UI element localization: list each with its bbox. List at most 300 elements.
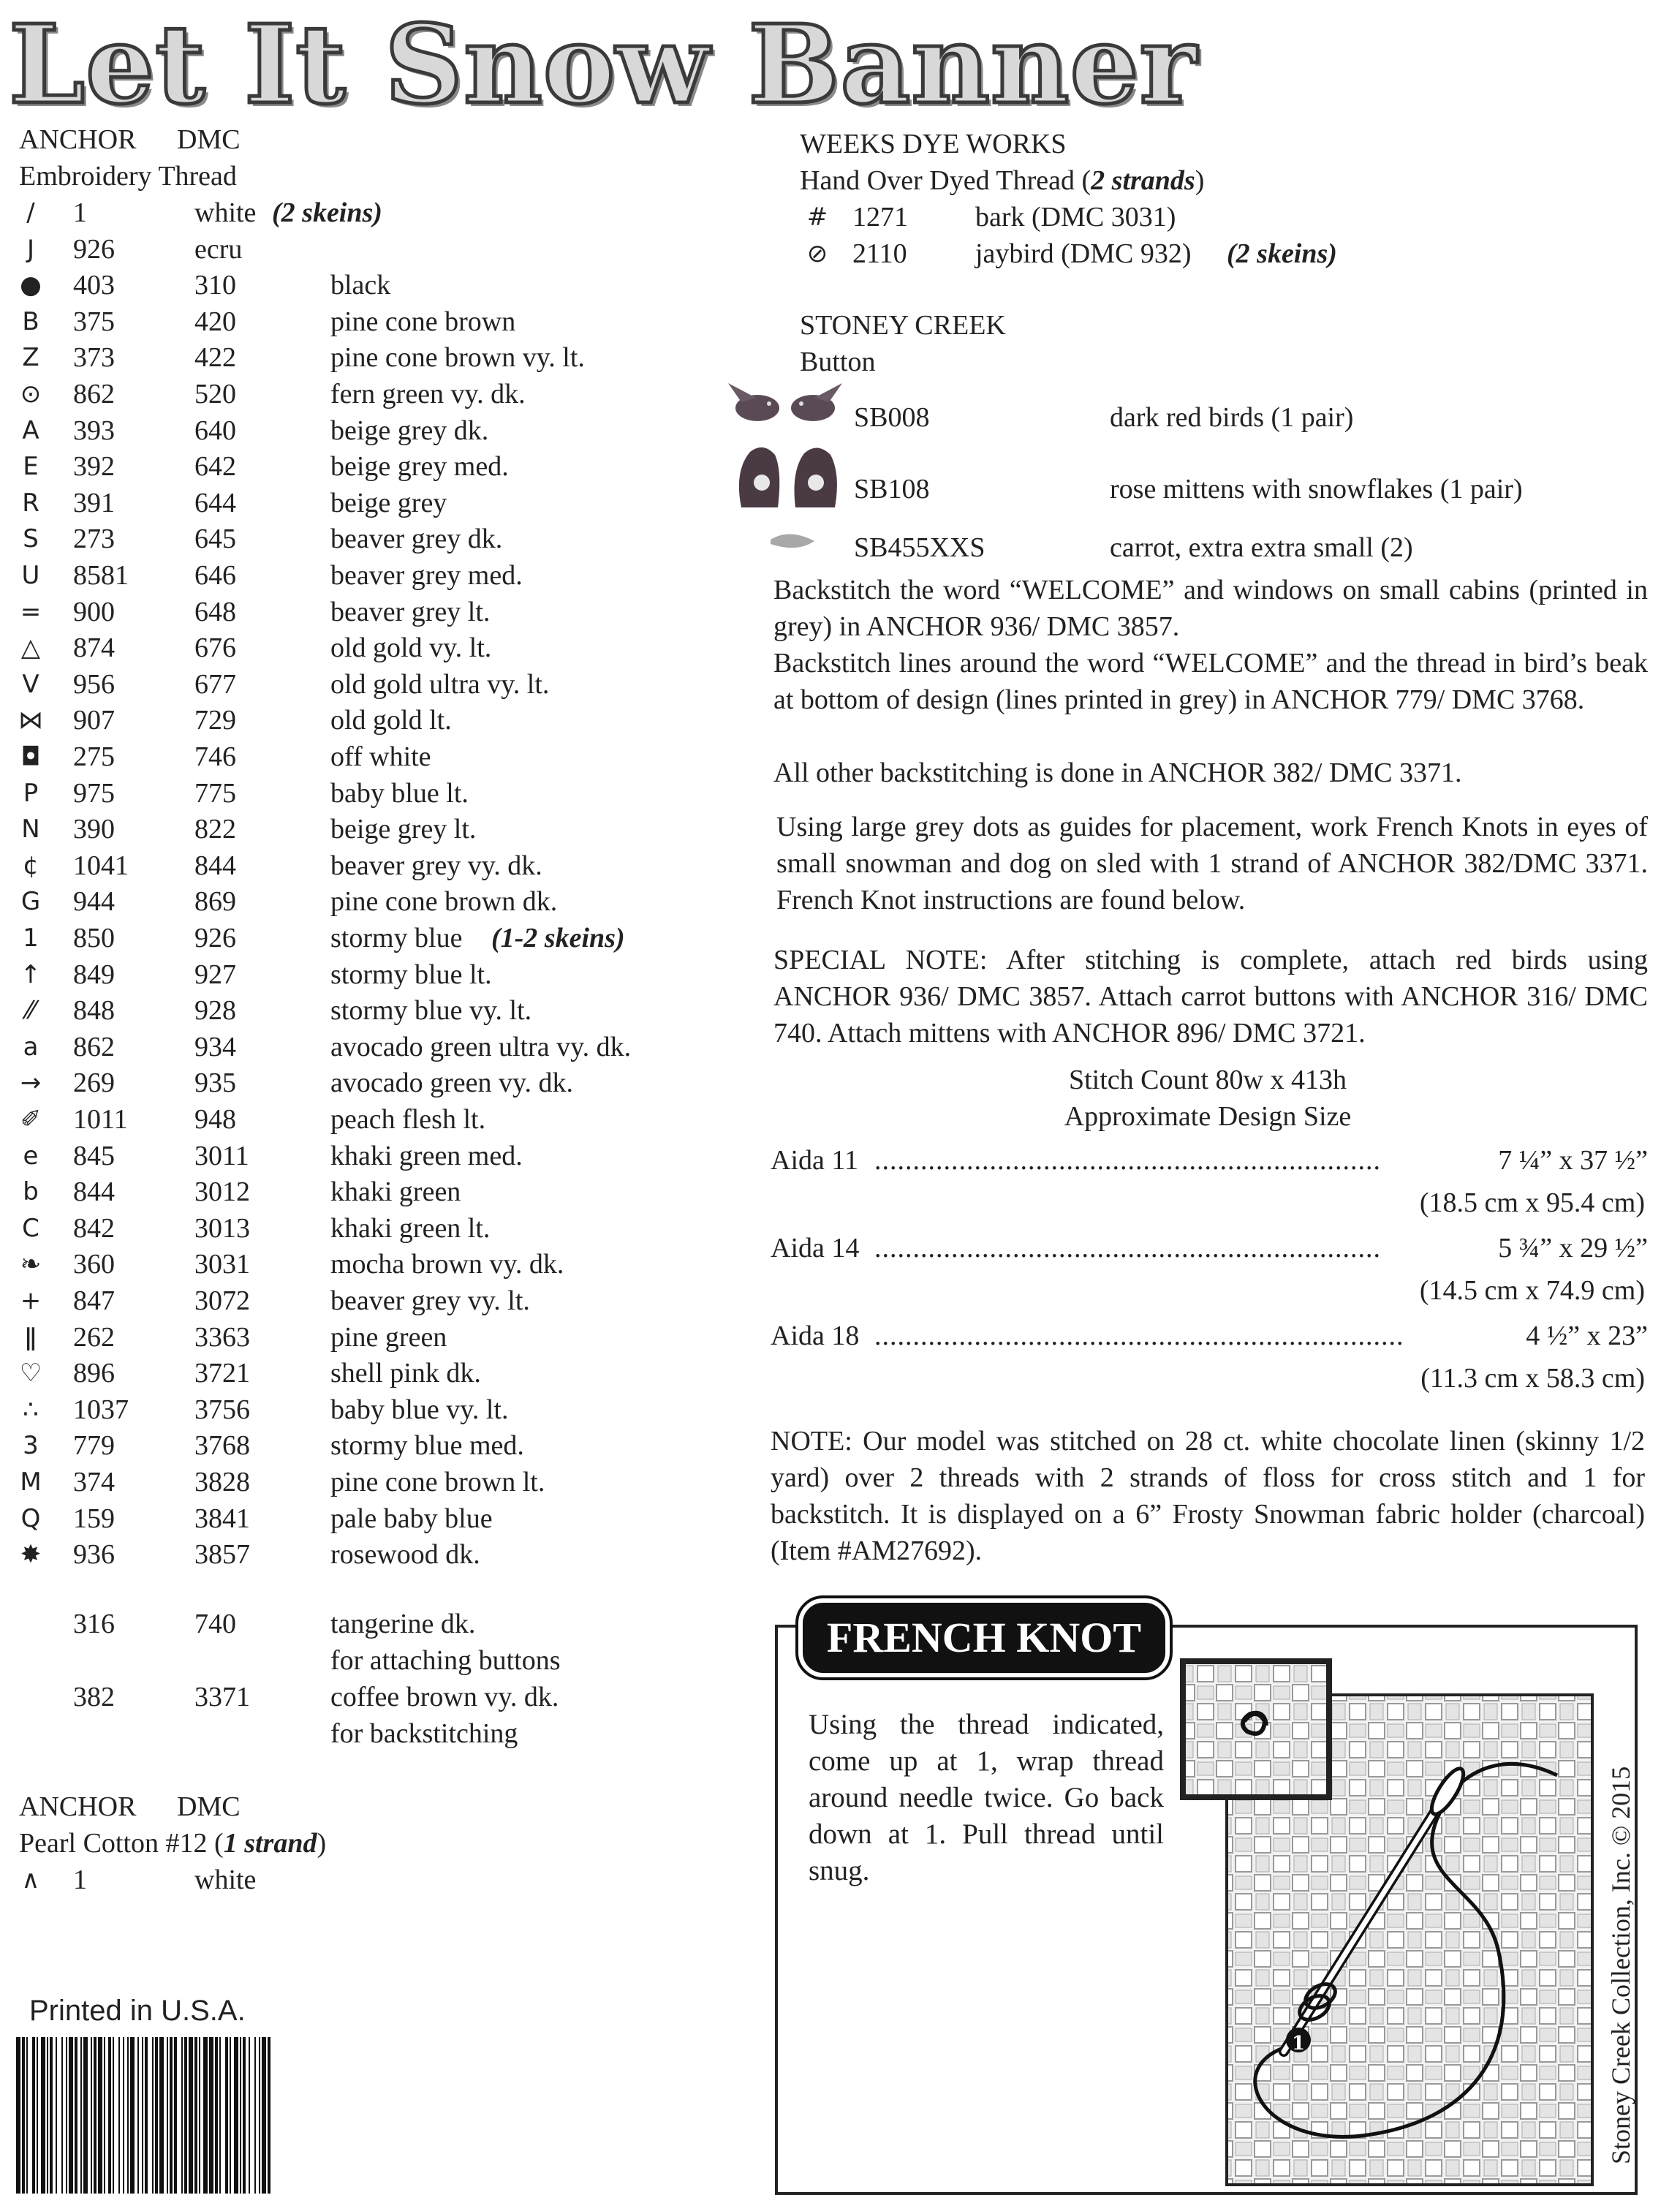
thread-row: [0, 1101, 731, 1138]
thread-symbol: 1: [23, 923, 39, 953]
color-name: old gold ultra vy. lt.: [330, 668, 550, 700]
thread-row: [0, 920, 731, 956]
size-row: [771, 1142, 1648, 1179]
thread-row: [0, 1282, 731, 1319]
barcode-bar: [127, 2037, 129, 2194]
thread-row: [0, 702, 731, 738]
barcode-bar: [37, 2037, 38, 2194]
barcode-bar: [254, 2037, 256, 2194]
color-name: beige grey: [330, 487, 447, 518]
instructions-para-4: Using large grey dots as guides for placement, work French Knots in eyes of small snowman and dog on sled with 1 strand of ANCHOR 382/DMC 3371. French Knot instructions are found below.: [776, 812, 1648, 915]
barcode-bar: [137, 2037, 139, 2194]
thread-symbol: ◘: [20, 742, 41, 771]
barcode-bar: [234, 2037, 238, 2194]
anchor-number: 1011: [73, 1104, 128, 1135]
barcode-bar: [199, 2037, 200, 2194]
dmc-number: 928: [194, 995, 236, 1027]
dmc-number: white: [194, 197, 257, 228]
dmc-number: 729: [194, 705, 236, 736]
thread-symbol: ❧: [20, 1250, 42, 1280]
barcode-bar: [91, 2037, 92, 2194]
thread-row: [0, 1138, 731, 1174]
thread-row: [0, 883, 731, 920]
dmc-number: 310: [194, 270, 236, 301]
anchor-number: 262: [73, 1321, 115, 1353]
thread-row: [0, 1391, 731, 1428]
pearl-heading-em: 1 strand: [223, 1828, 317, 1859]
barcode-bar: [194, 2037, 197, 2194]
color-name: khaki green med.: [330, 1140, 523, 1171]
anchor-number: 844: [73, 1176, 115, 1208]
color-name: tangerine dk.: [330, 1609, 476, 1639]
anchor-number: 275: [73, 741, 115, 772]
barcode-bar: [225, 2037, 228, 2194]
color-name: khaki green: [330, 1176, 461, 1208]
dmc-number: 3031: [194, 1249, 250, 1280]
barcode-bar: [83, 2037, 88, 2194]
thread-symbol: M: [20, 1467, 42, 1497]
color-name: stormy blue med.: [330, 1430, 524, 1462]
button-desc: dark red birds (1 pair): [1110, 402, 1354, 433]
thread-symbol: +: [20, 1286, 42, 1315]
barcode-bar: [80, 2037, 82, 2194]
weeks-title: WEEKS DYE WORKS: [800, 129, 1067, 159]
barcode-bar: [243, 2037, 246, 2194]
dmc-label: DMC: [177, 1791, 241, 1822]
barcode-bar: [268, 2037, 270, 2194]
size-row: [771, 1318, 1648, 1354]
thread-row: [0, 521, 731, 557]
barcode-bar: [32, 2037, 35, 2194]
anchor-number: 1041: [73, 850, 129, 881]
anchor-header-1: [19, 121, 241, 158]
anchor-number: 392: [73, 451, 115, 483]
size-list: [771, 1142, 1648, 1405]
color-name: beaver grey vy. lt.: [330, 1285, 530, 1316]
thread-row: [0, 194, 731, 231]
french-knot-diagram: [1177, 1645, 1601, 2186]
purpose-text: for backstitching: [330, 1718, 518, 1749]
barcode-bar: [104, 2037, 105, 2194]
anchor-number: 975: [73, 777, 115, 809]
anchor-number: 842: [73, 1212, 115, 1244]
symbol: #: [806, 203, 828, 232]
dmc-number: 926: [194, 923, 236, 953]
dmc-number: 3756: [194, 1394, 250, 1425]
color-name: avocado green ultra vy. dk.: [330, 1031, 632, 1062]
leader-dots: .....................................................................: [874, 1321, 1404, 1351]
anchor-label: ANCHOR: [19, 1791, 137, 1822]
anchor-number: 874: [73, 632, 115, 664]
skein-note: (2 skeins): [272, 197, 382, 228]
thread-symbol: A: [22, 415, 39, 445]
skein-note: (1-2 skeins): [491, 923, 625, 953]
anchor-number: 373: [73, 342, 115, 374]
thread-symbol: ♡: [19, 1359, 42, 1389]
thread-symbol: ✐: [20, 1105, 42, 1134]
anchor-label: ANCHOR: [19, 124, 137, 155]
page-title: Let It Snow Banner: [9, 1, 1197, 128]
thread-list: [0, 194, 731, 1584]
anchor-number: 273: [73, 524, 115, 555]
stitch-count: Stitch Count 80w x 413h: [1068, 1065, 1347, 1095]
anchor-number: 907: [73, 705, 115, 736]
knot-detail-inset: [1183, 1661, 1329, 1797]
dmc-number: 646: [194, 560, 236, 591]
color-name: pine cone brown lt.: [330, 1467, 545, 1497]
pearl-heading-text: Pearl Cotton #12 (: [19, 1828, 224, 1859]
design-size-heading: Approximate Design Size: [1064, 1101, 1352, 1132]
thread-number: 2110: [852, 238, 907, 269]
thread-row: [0, 738, 731, 775]
thread-name: jaybird (DMC 932): [975, 238, 1192, 269]
barcode-bar: [113, 2037, 114, 2194]
size-metric-row: [771, 1272, 1648, 1309]
thread-row: [0, 557, 731, 594]
barcode-bar: [174, 2037, 177, 2194]
color-name: old gold lt.: [330, 705, 452, 736]
thread-symbol: Q: [20, 1503, 41, 1533]
anchor-number: 847: [73, 1285, 115, 1316]
anchor-number: 390: [73, 814, 115, 845]
thread-symbol: ⁄⁄: [26, 996, 35, 1026]
thread-row: [0, 594, 731, 630]
size-row: [771, 1230, 1648, 1266]
special-note: SPECIAL NOTE: After stitching is complete, attach red birds using ANCHOR 936/ DMC 3857. Attach carrot buttons with ANCHOR 316/ DMC 740. Attach mittens with ANCHOR 896/ DMC 3721.: [773, 945, 1648, 1049]
color-name: coffee brown vy. dk.: [330, 1682, 559, 1712]
french-knot-title: FRENCH KNOT: [798, 1598, 1170, 1677]
color-name: peach flesh lt.: [330, 1104, 486, 1135]
thread-row: [0, 1065, 731, 1101]
anchor-number: 1037: [73, 1394, 129, 1425]
size-metric-row: [771, 1360, 1648, 1397]
size-metric: (18.5 cm x 95.4 cm): [1419, 1187, 1645, 1218]
size-label: Aida 11: [771, 1145, 858, 1176]
french-knot-instructions: Using the thread indicated, come up at 1, wrap thread around needle twice. Go back down at 1. Pull thread until snug.: [809, 1709, 1164, 1886]
dmc-number: 3828: [194, 1467, 250, 1497]
thread-row: [0, 847, 731, 884]
color-name: beige grey med.: [330, 451, 509, 483]
barcode-bar: [118, 2037, 120, 2194]
stoney-title: STONEY CREEK: [800, 310, 1006, 341]
thread-symbol: ✸: [20, 1540, 42, 1570]
anchor-number: 159: [73, 1503, 115, 1534]
printed-in-usa: Printed in U.S.A.: [29, 1995, 246, 2027]
barcode-bar: [167, 2037, 168, 2194]
barcode-bar: [123, 2037, 124, 2194]
stoney-sub: Button: [800, 347, 876, 377]
barcode-bar: [66, 2037, 67, 2194]
instructions-para-2: Backstitch lines around the word “WELCOME” and the thread in bird’s beak at bottom of design (lines printed in grey) in ANCHOR 779/ DMC 3768.: [773, 648, 1648, 715]
color-name: khaki green lt.: [330, 1212, 491, 1244]
size-value: 5 ¾” x 29 ½”: [1495, 1230, 1648, 1266]
color-name: stormy blue: [330, 923, 463, 953]
anchor-number: 360: [73, 1249, 115, 1280]
barcode-bar: [16, 2037, 20, 2194]
thread-symbol: 3: [23, 1431, 39, 1461]
anchor-number: 845: [73, 1140, 115, 1171]
barcode-bar: [259, 2037, 260, 2194]
barcode: [13, 2037, 273, 2194]
thread-symbol: ǁ: [24, 1322, 37, 1352]
weeks-sub-text: Hand Over Dyed Thread (: [800, 165, 1091, 196]
thread-row: [0, 267, 731, 303]
color-name: pine cone brown: [330, 306, 516, 337]
barcode-bar: [142, 2037, 143, 2194]
dmc-number: 740: [194, 1609, 236, 1639]
size-value: 7 ¼” x 37 ½”: [1495, 1142, 1648, 1179]
pearl-row: [0, 1862, 658, 1898]
thread-row: [0, 1427, 731, 1464]
dmc-number: 746: [194, 741, 236, 772]
color-name: beaver grey dk.: [330, 524, 503, 555]
size-value: 4 ½” x 23”: [1523, 1318, 1648, 1354]
dmc-number: 676: [194, 632, 236, 664]
dmc-number: 677: [194, 668, 236, 700]
anchor-number: 382: [73, 1682, 115, 1712]
thread-row: [0, 231, 731, 268]
thread-symbol: ↑: [20, 959, 42, 989]
anchor-number: 862: [73, 1031, 115, 1062]
barcode-bar: [209, 2037, 213, 2194]
color-name: stormy blue vy. lt.: [330, 995, 532, 1027]
thread-symbol: →: [20, 1068, 42, 1098]
barcode-bar: [56, 2037, 57, 2194]
color-name: shell pink dk.: [330, 1358, 481, 1389]
dmc-number: 948: [194, 1104, 236, 1135]
thread-symbol: R: [22, 488, 39, 518]
thread-row: [0, 666, 731, 703]
embroidery-heading: Embroidery Thread: [19, 161, 237, 192]
dmc-number: 520: [194, 379, 236, 409]
anchor-number: 403: [73, 270, 115, 301]
extra-thread-purpose: [0, 1715, 731, 1752]
dmc-number: 822: [194, 814, 236, 845]
barcode-bar: [130, 2037, 135, 2194]
anchor-number: 849: [73, 959, 115, 990]
anchor-number: 391: [73, 487, 115, 518]
barcode-bar: [203, 2037, 208, 2194]
barcode-bar: [61, 2037, 63, 2194]
anchor-number: 944: [73, 886, 115, 918]
thread-symbol: C: [22, 1213, 39, 1243]
size-metric: (11.3 cm x 58.3 cm): [1420, 1363, 1645, 1394]
thread-symbol: J: [26, 234, 35, 264]
symbol: ∧: [21, 1865, 40, 1894]
anchor-number: 269: [73, 1068, 115, 1099]
barcode-bar: [189, 2037, 193, 2194]
size-metric: (14.5 cm x 74.9 cm): [1419, 1275, 1645, 1306]
button-row: [782, 471, 1586, 507]
dmc-number: 3721: [194, 1358, 250, 1389]
barcode-bar: [22, 2037, 25, 2194]
color-name: avocado green vy. dk.: [330, 1068, 574, 1099]
thread-row: [0, 775, 731, 812]
model-note: NOTE: Our model was stitched on 28 ct. white chocolate linen (skinny 1/2 yard) over 2 threads with 2 strands of floss for cross stitch and 1 for backstitch. It is displayed on a 6” Frosty Snowman fabric holder (charcoal) (Item #AM27692).: [771, 1426, 1645, 1566]
dmc-number: 3013: [194, 1212, 250, 1244]
dmc-number: 934: [194, 1031, 236, 1062]
color-name: pale baby blue: [330, 1503, 493, 1534]
thread-row: [0, 992, 731, 1029]
button-row: [782, 529, 1586, 566]
thread-symbol: ∴: [23, 1394, 39, 1424]
dmc-label: DMC: [177, 124, 241, 155]
anchor-number: 316: [73, 1609, 115, 1639]
thread-symbol: P: [23, 778, 39, 808]
anchor-number: 956: [73, 668, 115, 700]
thread-row: [0, 1355, 731, 1391]
thread-row: [0, 303, 731, 340]
dmc-number: 775: [194, 777, 236, 809]
thread-symbol: e: [23, 1141, 39, 1171]
anchor-number: 1: [73, 1865, 87, 1895]
anchor-number: 848: [73, 995, 115, 1027]
weeks-row: [782, 235, 1586, 272]
instructions-para-1: Backstitch the word “WELCOME” and windows on small cabins (printed in grey) in ANCHOR 936/ DMC 3857.: [773, 575, 1648, 642]
thread-row: [0, 1029, 731, 1065]
dmc-number: 645: [194, 524, 236, 555]
thread-row: [0, 956, 731, 993]
barcode-bar: [181, 2037, 183, 2194]
thread-symbol: B: [22, 306, 39, 336]
button-desc: carrot, extra extra small (2): [1110, 532, 1413, 563]
thread-row: [0, 485, 731, 521]
anchor-number: 1: [73, 197, 87, 228]
thread-row: [0, 1464, 731, 1500]
barcode-bar: [249, 2037, 250, 2194]
barcode-bar: [75, 2037, 77, 2194]
pearl-heading-end: ): [317, 1828, 327, 1859]
color-name: beige grey dk.: [330, 415, 489, 446]
barcode-bar: [94, 2037, 97, 2194]
color-name: pine cone brown vy. lt.: [330, 342, 585, 374]
barcode-bar: [230, 2037, 231, 2194]
dmc-number: 935: [194, 1068, 236, 1099]
dmc-number: 3072: [194, 1285, 250, 1316]
barcode-bar: [262, 2037, 266, 2194]
dmc-number: 3857: [194, 1539, 250, 1571]
barcode-bar: [41, 2037, 45, 2194]
color-name: old gold vy. lt.: [330, 632, 492, 664]
thread-row: [0, 1246, 731, 1282]
color-name: baby blue lt.: [330, 777, 469, 809]
thread-symbol: N: [21, 815, 40, 845]
button-row: [782, 399, 1586, 436]
dmc-number: ecru: [194, 233, 243, 265]
symbol: ⊘: [806, 239, 828, 268]
anchor-number: 8581: [73, 560, 129, 591]
anchor-number: 936: [73, 1539, 115, 1571]
anchor-number: 862: [73, 379, 115, 409]
thread-row: [0, 376, 731, 412]
point-marker-label: 1: [1291, 2033, 1306, 2055]
thread-symbol: △: [20, 633, 41, 663]
leader-dots: ..................................................................: [874, 1233, 1381, 1263]
dmc-number: 3012: [194, 1176, 250, 1208]
dmc-number: 648: [194, 596, 236, 627]
weeks-row: [782, 199, 1586, 235]
thread-row: [0, 1319, 731, 1356]
color-name: off white: [330, 741, 431, 772]
color-name: stormy blue lt.: [330, 959, 492, 990]
barcode-bar: [152, 2037, 154, 2194]
barcode-bar: [240, 2037, 241, 2194]
thread-symbol: =: [20, 597, 42, 627]
size-label: Aida 14: [771, 1233, 860, 1263]
dmc-number: 644: [194, 487, 236, 518]
barcode-bar: [184, 2037, 187, 2194]
dmc-number: 420: [194, 306, 236, 337]
thread-symbol: a: [23, 1032, 39, 1062]
extra-thread-row: [0, 1679, 731, 1715]
extra-thread-list: [0, 1606, 731, 1767]
thread-symbol: ⋈: [18, 706, 43, 736]
thread-symbol: V: [22, 669, 39, 699]
barcode-bar: [47, 2037, 48, 2194]
color-name: pine green: [330, 1321, 447, 1353]
anchor-header-2: [19, 1788, 241, 1825]
dmc-number: white: [194, 1865, 257, 1895]
thread-symbol: E: [23, 452, 39, 482]
anchor-number: 375: [73, 306, 115, 337]
thread-note-text: (2 skeins): [1227, 238, 1337, 269]
extra-thread-row: [0, 1606, 731, 1642]
thread-symbol: ⊙: [20, 379, 42, 409]
barcode-bar: [98, 2037, 102, 2194]
anchor-number: 850: [73, 923, 115, 953]
dmc-number: 640: [194, 415, 236, 446]
dmc-number: 3363: [194, 1321, 250, 1353]
color-name: beaver grey med.: [330, 560, 523, 591]
button-code: SB008: [854, 402, 930, 433]
weeks-sub: [800, 162, 1204, 199]
color-name: mocha brown vy. dk.: [330, 1249, 564, 1280]
thread-row: [0, 1174, 731, 1210]
thread-symbol: S: [23, 524, 39, 554]
thread-note: [1227, 235, 1337, 272]
thread-row: [0, 1536, 731, 1573]
thread-symbol: G: [20, 887, 41, 917]
anchor-number: 779: [73, 1430, 115, 1462]
thread-row: [0, 1500, 731, 1537]
dmc-number: 844: [194, 850, 236, 881]
barcode-bar: [145, 2037, 148, 2194]
thread-symbol: ●: [20, 271, 42, 301]
barcode-bar: [215, 2037, 218, 2194]
thread-row: [0, 811, 731, 847]
dmc-number: 642: [194, 451, 236, 483]
dmc-number: 3011: [194, 1140, 249, 1171]
button-code: SB455XXS: [854, 532, 985, 563]
color-name: baby blue vy. lt.: [330, 1394, 509, 1425]
pearl-heading: [19, 1825, 326, 1862]
button-desc: rose mittens with snowflakes (1 pair): [1110, 474, 1523, 505]
size-metric-row: [771, 1185, 1648, 1221]
weeks-sub-end: ): [1195, 165, 1205, 196]
thread-name: bark (DMC 3031): [975, 202, 1176, 233]
barcode-bar: [159, 2037, 164, 2194]
color-name: black: [330, 270, 391, 301]
size-label: Aida 18: [771, 1321, 860, 1351]
thread-symbol: U: [21, 561, 40, 590]
dmc-number: 3768: [194, 1430, 250, 1462]
barcode-bar: [50, 2037, 53, 2194]
color-name: beige grey lt.: [330, 814, 477, 845]
color-name: rosewood dk.: [330, 1539, 480, 1571]
extra-thread-purpose: [0, 1642, 731, 1679]
leader-dots: ..................................................................: [874, 1145, 1381, 1176]
thread-symbol: ¢: [23, 850, 39, 880]
